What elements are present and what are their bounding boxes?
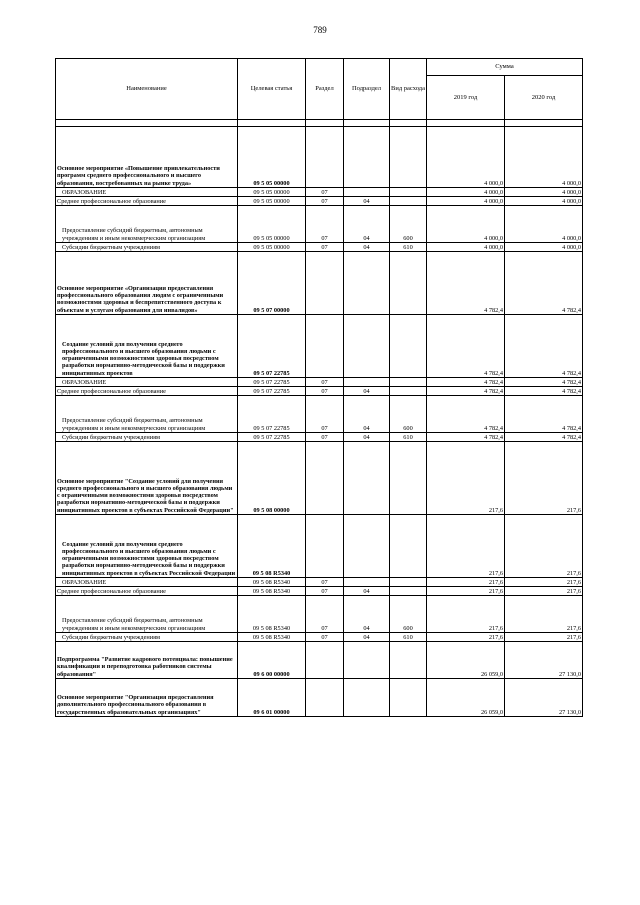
row-target-article: 09 5 05 00000 (238, 188, 306, 197)
row-amount-2019: 26 059,0 (427, 642, 505, 679)
row-amount-2019: 217,6 (427, 578, 505, 587)
header-name: Наименование (56, 59, 238, 120)
row-amount-2019: 4 782,4 (427, 396, 505, 433)
table-row (56, 433, 583, 442)
row-name: Подпрограмма "Развитие кадрового потенциала: повышение квалификации и переподготовка работников системы образования" (56, 642, 238, 679)
row-section (306, 642, 344, 679)
page-number: 789 (313, 25, 327, 35)
row-subsection: 04 (344, 596, 390, 633)
row-expense-type: 610 (390, 633, 427, 642)
row-name: Создание условий для получения среднего профессионального и высшего образования людьми с ограниченными возможностями здоровья посредством разработки нормативно-методической базы и поддержки инициативных проектов (56, 315, 238, 378)
header-section: Раздел (306, 59, 344, 120)
header-year-2019: 2019 год (427, 76, 505, 120)
row-section: 07 (306, 188, 344, 197)
row-amount-2019: 217,6 (427, 442, 505, 515)
row-subsection (344, 578, 390, 587)
row-section: 07 (306, 378, 344, 387)
row-section: 07 (306, 243, 344, 252)
row-expense-type: 600 (390, 596, 427, 633)
row-target-article: 09 5 05 00000 (238, 127, 306, 188)
row-name: Среднее профессиональное образование (56, 587, 238, 596)
row-expense-type (390, 642, 427, 679)
header-year-2020: 2020 год (505, 76, 583, 120)
row-amount-2019: 4 000,0 (427, 206, 505, 243)
row-amount-2020: 4 782,4 (505, 252, 583, 315)
row-subsection: 04 (344, 587, 390, 596)
table-row (56, 127, 583, 188)
row-name: Создание условий для получения среднего профессионального и высшего образования людьми с ограниченными возможностями здоровья посредством разработки нормативно-методической базы и поддержки инициативных проектов в субъектах Российской Федерации (56, 515, 238, 578)
row-target-article: 09 5 08 R5340 (238, 596, 306, 633)
row-amount-2020: 217,6 (505, 515, 583, 578)
row-amount-2020: 4 782,4 (505, 315, 583, 378)
row-expense-type (390, 679, 427, 717)
row-section (306, 679, 344, 717)
row-subsection (344, 315, 390, 378)
row-amount-2020: 27 130,0 (505, 679, 583, 717)
row-amount-2019: 217,6 (427, 633, 505, 642)
row-subsection: 04 (344, 197, 390, 206)
row-subsection: 04 (344, 206, 390, 243)
table-row (56, 396, 583, 433)
table-row (56, 587, 583, 596)
table-row (56, 642, 583, 679)
row-subsection (344, 378, 390, 387)
row-target-article: 09 5 05 00000 (238, 197, 306, 206)
row-name: Среднее профессиональное образование (56, 387, 238, 396)
row-name: Предоставление субсидий бюджетным, автономным учреждениям и иным некоммерческим организациям (56, 396, 238, 433)
row-expense-type (390, 315, 427, 378)
spacer-row (56, 120, 583, 127)
table-row (56, 442, 583, 515)
row-amount-2019: 4 782,4 (427, 315, 505, 378)
row-name: Основное мероприятие «Повышение привлекательности программ среднего профессионального и высшего образования, востребованных на рынке труда» (56, 127, 238, 188)
row-amount-2020: 4 782,4 (505, 387, 583, 396)
table-row (56, 252, 583, 315)
row-amount-2020: 217,6 (505, 442, 583, 515)
row-target-article: 09 5 08 R5340 (238, 515, 306, 578)
row-section: 07 (306, 206, 344, 243)
table-row (56, 188, 583, 197)
table-row (56, 596, 583, 633)
row-name: Основное мероприятие "Организация предоставления дополнительного профессионального образования в государственных образовательных организациях" (56, 679, 238, 717)
row-name: Основное мероприятие «Организация предоставления профессионального образования людям с ограниченными возможностями здоровья и беспрепятственного доступа к объектам и услугам образования для инвалидов» (56, 252, 238, 315)
row-amount-2019: 217,6 (427, 596, 505, 633)
row-name: ОБРАЗОВАНИЕ (56, 188, 238, 197)
row-amount-2020: 217,6 (505, 578, 583, 587)
row-section: 07 (306, 387, 344, 396)
row-name: ОБРАЗОВАНИЕ (56, 578, 238, 587)
row-target-article: 09 6 00 00000 (238, 642, 306, 679)
row-expense-type (390, 127, 427, 188)
row-amount-2020: 217,6 (505, 587, 583, 596)
table-row (56, 515, 583, 578)
row-subsection (344, 127, 390, 188)
table-row (56, 378, 583, 387)
row-target-article: 09 5 08 R5340 (238, 633, 306, 642)
row-subsection: 04 (344, 387, 390, 396)
row-target-article: 09 6 01 00000 (238, 679, 306, 717)
row-amount-2019: 4 000,0 (427, 243, 505, 252)
table-body (56, 120, 583, 717)
row-expense-type (390, 252, 427, 315)
row-subsection (344, 679, 390, 717)
row-section (306, 315, 344, 378)
row-expense-type (390, 587, 427, 596)
row-amount-2019: 217,6 (427, 515, 505, 578)
row-expense-type (390, 442, 427, 515)
row-expense-type: 600 (390, 206, 427, 243)
row-target-article: 09 5 07 00000 (238, 252, 306, 315)
row-expense-type: 610 (390, 243, 427, 252)
row-amount-2020: 4 000,0 (505, 197, 583, 206)
table-row (56, 387, 583, 396)
row-subsection: 04 (344, 396, 390, 433)
row-amount-2020: 4 000,0 (505, 188, 583, 197)
row-target-article: 09 5 08 R5340 (238, 587, 306, 596)
row-amount-2019: 4 000,0 (427, 188, 505, 197)
row-amount-2020: 4 782,4 (505, 433, 583, 442)
row-target-article: 09 5 07 22785 (238, 315, 306, 378)
row-amount-2019: 4 782,4 (427, 387, 505, 396)
row-target-article: 09 5 07 22785 (238, 387, 306, 396)
row-section: 07 (306, 587, 344, 596)
row-subsection: 04 (344, 243, 390, 252)
row-expense-type (390, 378, 427, 387)
table-row (56, 679, 583, 717)
row-section: 07 (306, 578, 344, 587)
row-target-article: 09 5 08 00000 (238, 442, 306, 515)
row-target-article: 09 5 07 22785 (238, 378, 306, 387)
row-name: ОБРАЗОВАНИЕ (56, 378, 238, 387)
header-expense-type: Вид расхода (390, 59, 427, 120)
row-section (306, 252, 344, 315)
row-expense-type: 600 (390, 396, 427, 433)
row-amount-2019: 4 782,4 (427, 252, 505, 315)
row-name: Среднее профессиональное образование (56, 197, 238, 206)
row-section (306, 127, 344, 188)
row-target-article: 09 5 05 00000 (238, 243, 306, 252)
table-row (56, 243, 583, 252)
row-target-article: 09 5 07 22785 (238, 433, 306, 442)
table-row (56, 197, 583, 206)
row-section (306, 515, 344, 578)
row-expense-type (390, 197, 427, 206)
row-amount-2020: 4 000,0 (505, 127, 583, 188)
row-subsection (344, 642, 390, 679)
row-amount-2019: 26 059,0 (427, 679, 505, 717)
row-section: 07 (306, 633, 344, 642)
header-target-article: Целевая статья (238, 59, 306, 120)
row-name: Основное мероприятие "Создание условий для получения среднего профессионального и высшего образования людьми с ограниченными возможностями здоровья посредством разработки нормативно-методической базы и поддержки инициативных проектов в субъектах Российской Федерации" (56, 442, 238, 515)
row-subsection (344, 515, 390, 578)
row-amount-2020: 27 130,0 (505, 642, 583, 679)
row-amount-2019: 4 782,4 (427, 378, 505, 387)
row-amount-2019: 4 000,0 (427, 127, 505, 188)
row-name: Предоставление субсидий бюджетным, автономным учреждениям и иным некоммерческим организациям (56, 596, 238, 633)
table-row (56, 578, 583, 587)
row-subsection (344, 442, 390, 515)
row-section: 07 (306, 596, 344, 633)
row-expense-type (390, 515, 427, 578)
row-target-article: 09 5 05 00000 (238, 206, 306, 243)
row-amount-2020: 4 000,0 (505, 243, 583, 252)
table-row (56, 315, 583, 378)
row-name: Предоставление субсидий бюджетным, автономным учреждениям и иным некоммерческим организациям (56, 206, 238, 243)
row-subsection: 04 (344, 633, 390, 642)
budget-table (55, 58, 583, 717)
header-sum: Сумма (427, 59, 583, 76)
row-amount-2019: 217,6 (427, 587, 505, 596)
row-subsection (344, 188, 390, 197)
row-name: Субсидии бюджетным учреждениям (56, 433, 238, 442)
row-amount-2020: 217,6 (505, 596, 583, 633)
table-row (56, 206, 583, 243)
row-section (306, 442, 344, 515)
row-name: Субсидии бюджетным учреждениям (56, 243, 238, 252)
row-subsection: 04 (344, 433, 390, 442)
row-expense-type (390, 188, 427, 197)
header-subsection: Подраздел (344, 59, 390, 120)
row-amount-2020: 4 782,4 (505, 396, 583, 433)
row-amount-2020: 4 000,0 (505, 206, 583, 243)
row-amount-2020: 217,6 (505, 633, 583, 642)
table-row (56, 633, 583, 642)
row-name: Субсидии бюджетным учреждениям (56, 633, 238, 642)
row-amount-2019: 4 000,0 (427, 197, 505, 206)
row-amount-2020: 4 782,4 (505, 378, 583, 387)
row-expense-type (390, 578, 427, 587)
row-expense-type: 610 (390, 433, 427, 442)
row-target-article: 09 5 07 22785 (238, 396, 306, 433)
row-subsection (344, 252, 390, 315)
row-section: 07 (306, 433, 344, 442)
row-amount-2019: 4 782,4 (427, 433, 505, 442)
row-section: 07 (306, 197, 344, 206)
row-target-article: 09 5 08 R5340 (238, 578, 306, 587)
row-expense-type (390, 387, 427, 396)
row-section: 07 (306, 396, 344, 433)
